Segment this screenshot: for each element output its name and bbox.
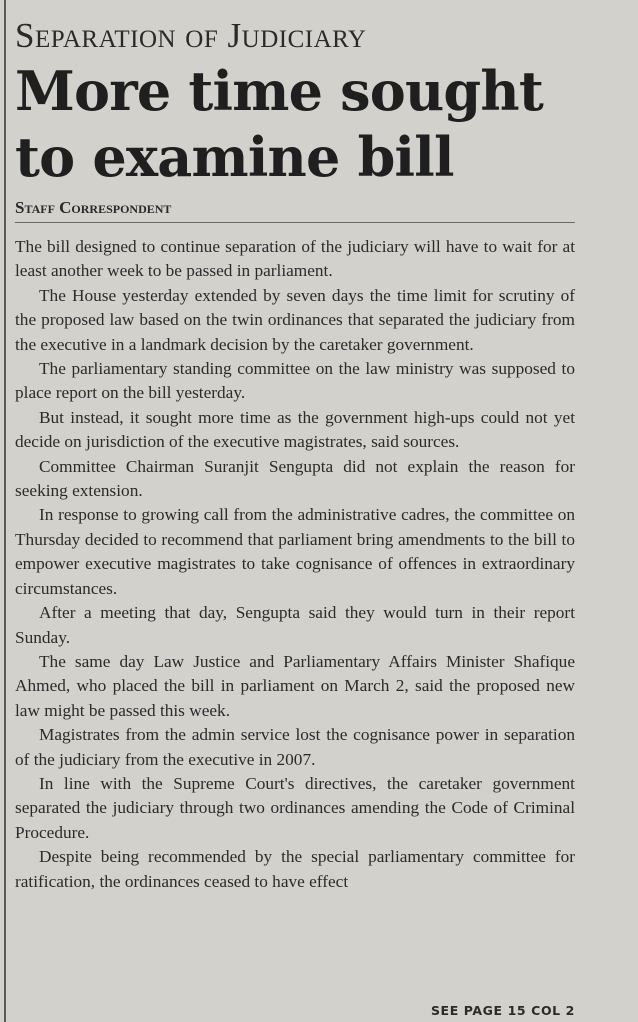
- paragraph: But instead, it sought more time as the government high-ups could not yet decide on jurisdiction of the executive magistrates, said sources.: [15, 407, 575, 452]
- kicker: Separation of Judiciary: [15, 16, 367, 55]
- paragraph: Magistrates from the admin service lost the cognisance power in separation of the judiciary from the executive in 2007.: [15, 725, 575, 769]
- paragraph: The bill designed to continue separation of the judiciary will have to wait for at least another week to be passed in parliament.: [15, 237, 575, 281]
- paragraph: After a meeting that day, Sengupta said they would turn in their report Sunday.: [15, 603, 575, 647]
- paragraph: The same day Law Justice and Parliamentary Affairs Minister Shafique Ahmed, who placed the bill in parliament on March 2, said the proposed new law might be passed this week.: [15, 651, 575, 720]
- article-body: [15, 235, 575, 894]
- paragraph: The parliamentary standing committee on the law ministry was supposed to place report on the bill yesterday.: [15, 359, 575, 403]
- paragraph: Despite being recommended by the special parliamentary committee for ratification, the ordinances ceased to have effect: [15, 847, 575, 891]
- continuation-note: SEE PAGE 15 COL 2: [430, 1003, 575, 1018]
- paragraph: In response to growing call from the administrative cadres, the committee on Thursday decided to recommend that parliament bring amendments to the bill to empower executive magistrates to take cognisance of offences in extraordinary circumstances.: [15, 505, 575, 598]
- byline: Staff Correspondent: [15, 198, 575, 223]
- paragraph: Committee Chairman Suranjit Sengupta did not explain the reason for seeking extension.: [15, 456, 575, 501]
- news-article: [15, 14, 575, 1022]
- paragraph: In line with the Supreme Court's directives, the caretaker government separated the judiciary through two ordinances amending the Code of Criminal Procedure.: [15, 773, 575, 842]
- column-rule: [4, 0, 6, 1022]
- paragraph: The House yesterday extended by seven days the time limit for scrutiny of the proposed law based on the twin ordinances that separated the judiciary from the executive in a landmark decision by the caretaker government.: [15, 285, 575, 354]
- headline: More time sought to examine bill: [15, 59, 543, 189]
